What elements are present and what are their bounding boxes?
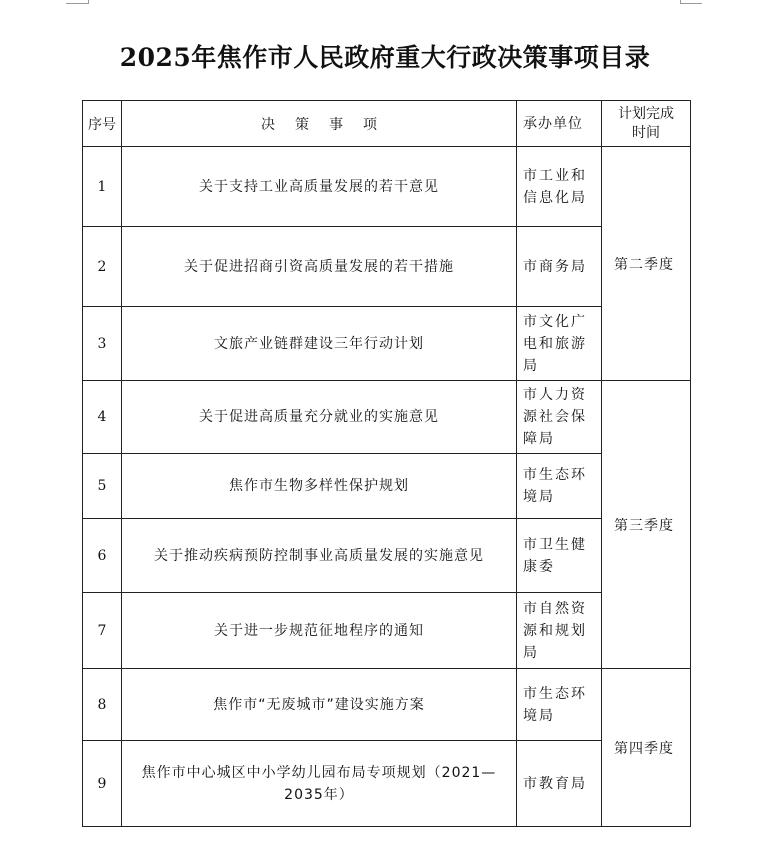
row-item [122,519,517,593]
row-item [122,381,517,454]
page-corner-mark-left-vertical [88,0,89,4]
table-header-row [83,101,691,147]
table-row [83,454,691,519]
row-unit: 市生态环境局 [517,669,602,741]
period-label: 第二季度 [614,256,674,273]
row-seq: 7 [83,593,122,669]
row-item-text: 焦作市生物多样性保护规划 [229,478,409,494]
row-unit: 市自然资源和规划局 [517,593,602,669]
period-label: 第四季度 [614,740,674,757]
row-item-text: 焦作市“无废城市”建设实施方案 [213,696,425,713]
header-time [602,101,691,147]
row-seq: 9 [83,741,122,827]
header-unit-label: 承办单位 [523,115,583,132]
row-unit: 市人力资源社会保障局 [517,381,602,454]
row-seq: 4 [83,381,122,454]
header-item [122,101,517,147]
row-seq: 2 [83,227,122,307]
row-unit: 市工业和信息化局 [517,147,602,227]
row-item-text: 焦作市中心城区中小学幼儿园布局专项规划（2021—2035年） [141,764,497,803]
row-unit: 市生态环境局 [517,454,602,519]
period-label: 第三季度 [614,517,674,534]
row-item [122,227,517,307]
decision-directory-table [82,100,691,827]
period-cell-q4 [602,669,691,827]
row-item [122,307,517,381]
row-item-text: 关于推动疾病预防控制事业高质量发展的实施意见 [154,547,484,564]
table-row [83,307,691,381]
row-item-text: 关于促进高质量充分就业的实施意见 [199,409,439,425]
table-row [83,741,691,827]
page-corner-mark-right-vertical [680,0,681,4]
row-seq: 6 [83,519,122,593]
header-seq-label: 序号 [88,116,116,133]
row-seq: 3 [83,307,122,381]
header-time-label: 计划完成时间 [618,105,674,141]
row-item [122,741,517,827]
row-item [122,454,517,519]
header-item-label: 决策事项 [261,116,397,133]
period-cell-q3 [602,381,691,669]
period-cell-q2 [602,147,691,381]
row-item [122,147,517,227]
header-seq [83,101,122,147]
table-row [83,147,691,227]
row-unit: 市商务局 [517,227,602,307]
row-item-text: 关于支持工业高质量发展的若干意见 [199,178,439,195]
header-unit [517,101,602,147]
table-row [83,519,691,593]
page-corner-mark-left [66,3,88,4]
row-seq: 5 [83,454,122,519]
row-seq: 1 [83,147,122,227]
row-item [122,669,517,741]
row-item-text: 关于进一步规范征地程序的通知 [214,622,424,639]
row-item-text: 关于促进招商引资高质量发展的若干措施 [184,258,454,275]
row-unit: 市文化广电和旅游局 [517,307,602,381]
document-title: 2025年焦作市人民政府重大行政决策事项目录 [119,43,651,72]
row-unit: 市教育局 [517,741,602,827]
page-corner-mark-right [680,3,702,4]
table-row [83,227,691,307]
row-unit: 市卫生健康委 [517,519,602,593]
table-row [83,669,691,741]
table-row [83,381,691,454]
table-row [83,593,691,669]
row-item [122,593,517,669]
row-item-text: 文旅产业链群建设三年行动计划 [214,335,424,352]
row-seq: 8 [83,669,122,741]
